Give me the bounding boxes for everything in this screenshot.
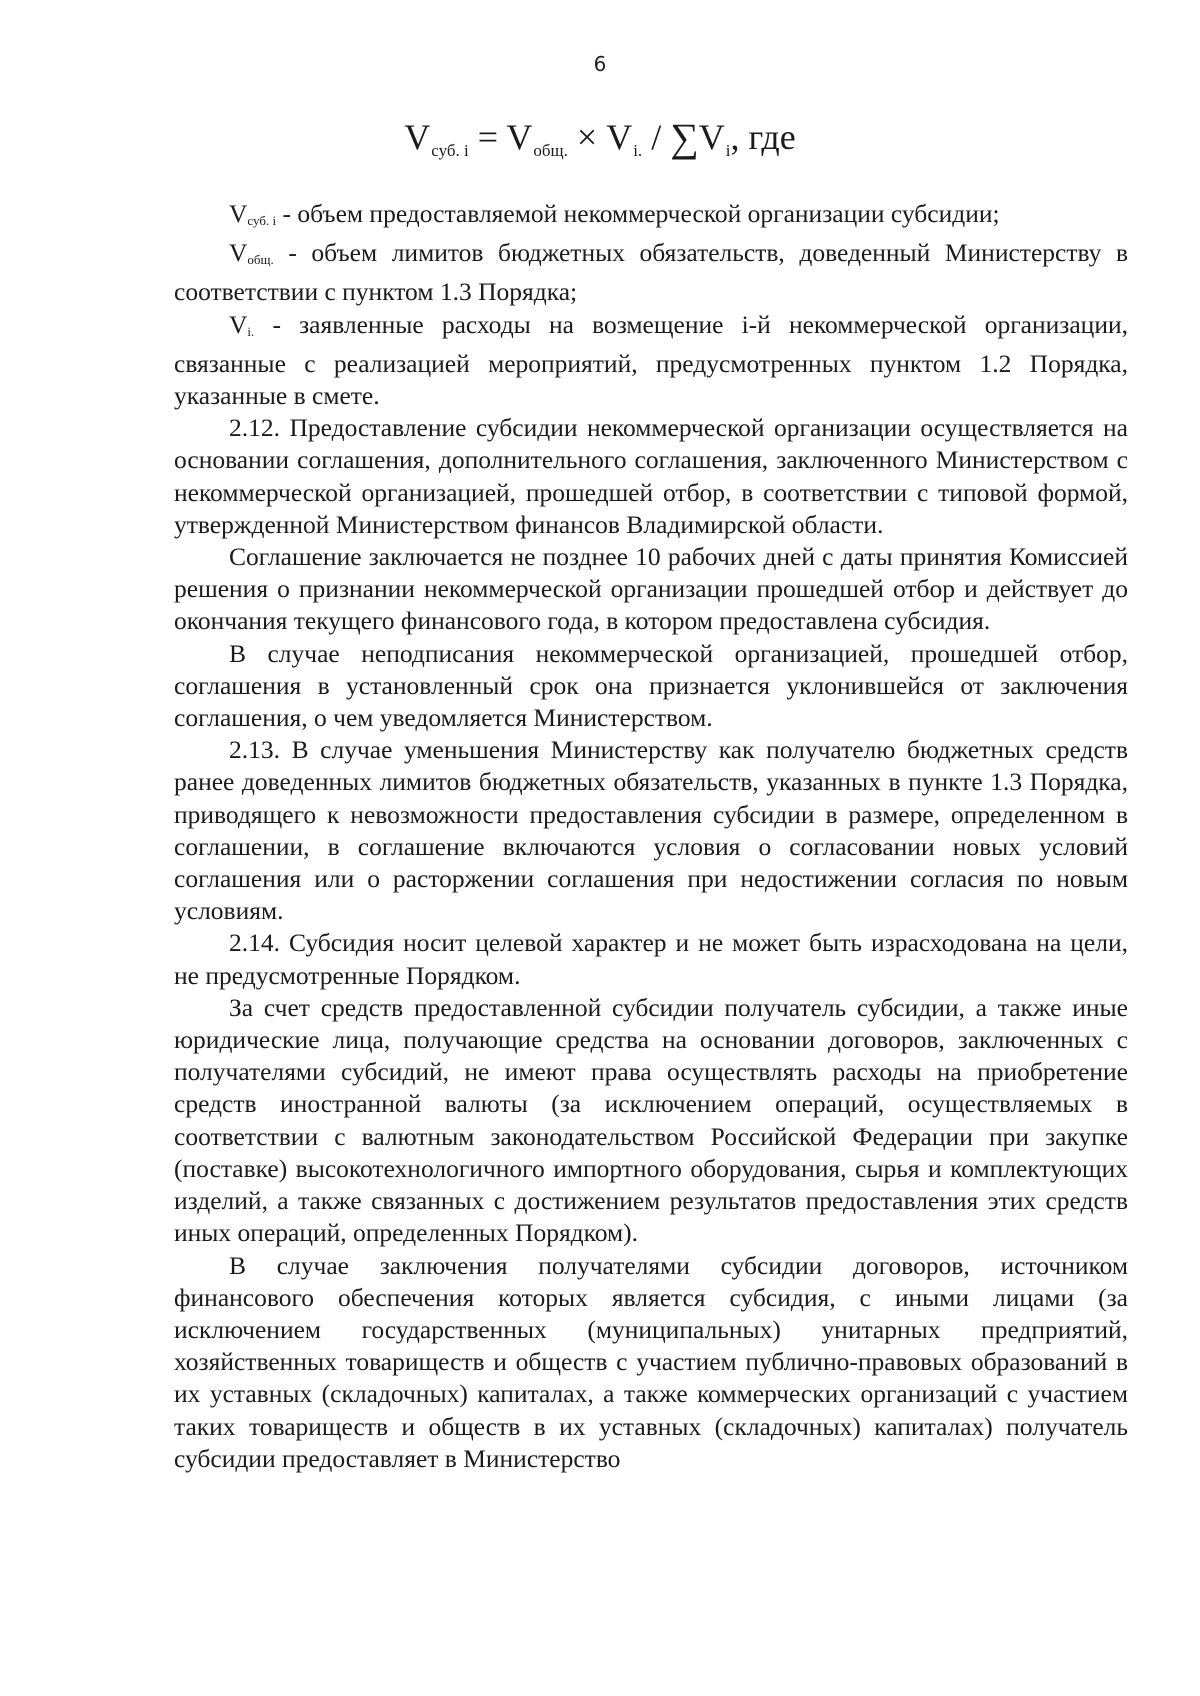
document-body — [174, 198, 1128, 1475]
definition-sub: общ. — [247, 252, 274, 268]
formula-suffix: , где — [730, 117, 796, 157]
definition-v-subsidy — [174, 198, 1128, 237]
definition-text: - объем лимитов бюджетных обязательств, доведенный Министерству в соответствии с пунктом 1.3 Порядка; — [174, 238, 1128, 307]
formula-divide: / — [642, 117, 671, 157]
paragraph-contracts: В случае заключения получателями субсидии договоров, источником финансового обеспечения которых является субсидия, с иными лицами (за исключением государственных (муниципальных) унитарных предприятий, хозяйственных товариществ и обществ с участием публично-правовых образований в их уставных (складочных) капиталах, а также коммерческих организаций с участием таких товариществ и обществ в их уставных (складочных) капиталах) получатель субсидии предоставляет в Министерство — [174, 1250, 1128, 1473]
paragraph-2-13: 2.13. В случае уменьшения Министерству как получателю бюджетных средств ранее доведенных лимитов бюджетных обязательств, указанных в пункте 1.3 Порядка, приводящего к невозможности предоставления субсидии в размере, определенном в соглашении, в соглашение включаются условия о согласовании новых условий соглашения или о расторжении соглашения при недостижении согласия по новым условиям. — [174, 735, 1128, 926]
formula-v-sum: V — [698, 117, 725, 157]
formula-equals: = — [468, 117, 507, 157]
paragraph-2-12: 2.12. Предоставление субсидии некоммерческой организации осуществляется на основании соглашения, дополнительного соглашения, заключенного Министерством с некоммерческой организацией, прошедшей отбор, в соответствии с типовой формой, утвержденной Министерством финансов Владимирской области. — [174, 413, 1128, 539]
definition-var: V — [229, 309, 248, 339]
paragraph-2-14: 2.14. Субсидия носит целевой характер и не может быть израсходована на цели, не предусмотренные Порядком. — [174, 928, 1128, 990]
formula-lhs-var: V — [404, 117, 431, 157]
definition-sub: суб. i — [247, 213, 277, 228]
formula-lhs-sub: суб. i — [431, 141, 469, 160]
definition-v-i — [174, 309, 1128, 413]
formula-v-i: V — [606, 117, 633, 157]
formula-v-total-sub: общ. — [533, 141, 568, 160]
formula-times: × — [567, 117, 607, 157]
definition-sub: i. — [247, 323, 255, 339]
definition-text: - объем предоставляемой некоммерческой организации субсидии; — [276, 199, 1000, 228]
paragraph-agreement-term: Соглашение заключается не позднее 10 рабочих дней с даты принятия Комиссией решения о признании некоммерческой организации прошедшей отбор и действует до окончания текущего финансового года, в котором предоставлена субсидия. — [174, 542, 1128, 636]
definition-var: V — [229, 238, 248, 268]
paragraph-non-signing: В случае неподписания некоммерческой организацией, прошедшей отбор, соглашения в установленный срок она признается уклонившейся от заключения соглашения, о чем уведомляется Министерством. — [174, 638, 1128, 733]
definition-v-total — [174, 237, 1128, 308]
subsidy-formula — [0, 112, 1200, 161]
formula-v-sum-sub: i — [725, 141, 731, 160]
formula-v-i-sub: i. — [633, 141, 643, 160]
paragraph-foreign-currency: За счет средств предоставленной субсидии получатель субсидии, а также иные юридические лица, получающие средства на основании договоров, заключенных с получателями субсидий, не имеют права осуществлять расходы на приобретение средств иностранной валюты (за исключением операций, осуществляемых в соответствии с валютным законодательством Российской Федерации при закупке (поставке) высокотехнологичного импортного оборудования, сырья и комплектующих изделий, а также связанных с достижением результатов предоставления этих средств иных операций, определенных Порядком). — [174, 992, 1128, 1248]
definition-var: V — [229, 199, 248, 228]
formula-sum-symbol: ∑ — [670, 115, 699, 160]
definition-text: - заявленные расходы на возмещение i-й некоммерческой организации, связанные с реализацией мероприятий, предусмотренных пунктом 1.2 Порядка, указанные в смете. — [174, 309, 1128, 411]
page-number: 6 — [593, 52, 607, 76]
formula-v-total: V — [506, 117, 533, 157]
